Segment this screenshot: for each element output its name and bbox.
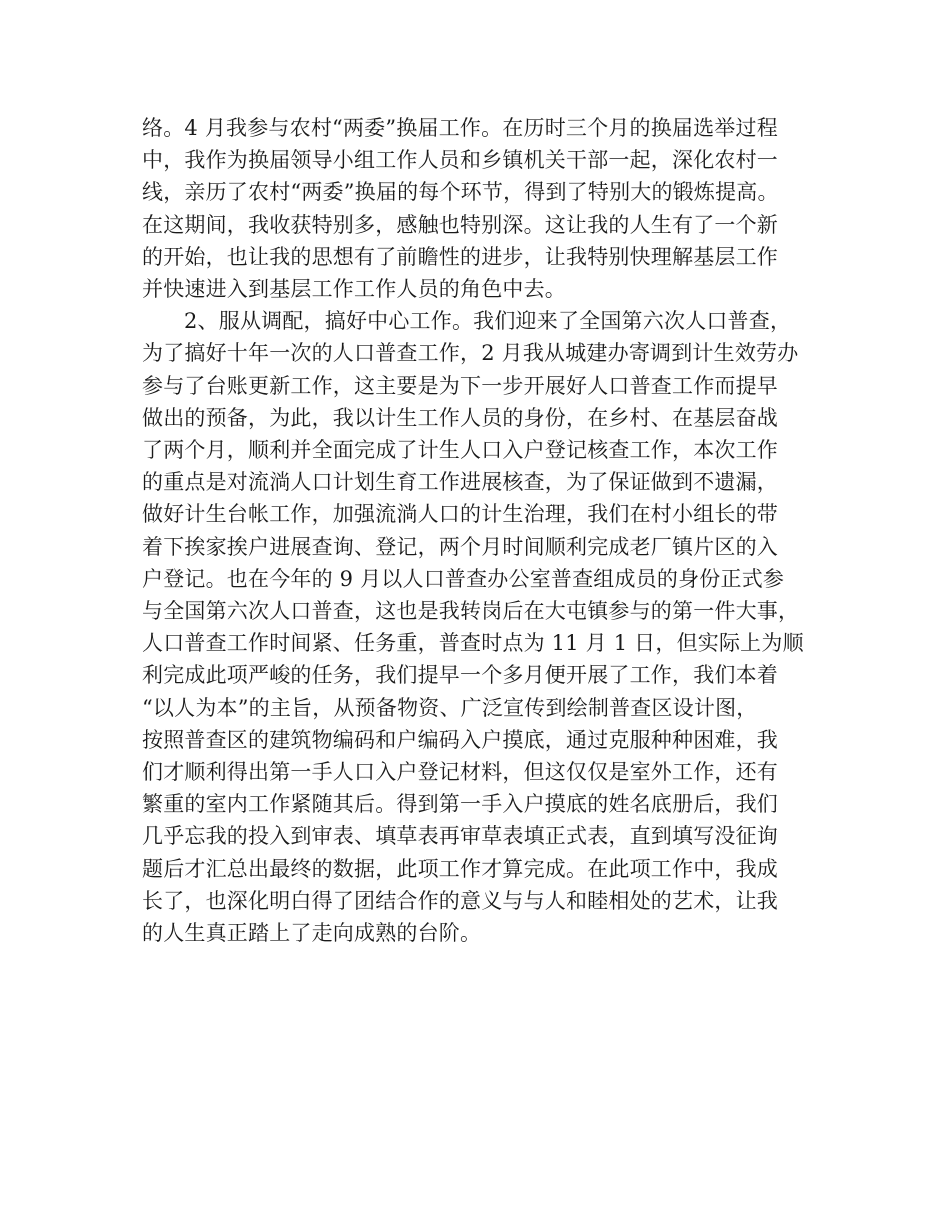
text-line: 题后才汇总出最终的数据，此项工作才算完成。在此项工作中，我成 <box>142 856 778 881</box>
text-line: 长了，也深化明白得了团结合作的意义与与人和睦相处的艺术，让我 <box>142 888 778 913</box>
text-line: 在这期间，我收获特别多，感触也特别深。这让我的人生有了一个新 <box>142 212 778 237</box>
document-body <box>142 112 812 949</box>
text-line: 几乎忘我的投入到审表、填草表再审草表填正式表，直到填写没征询 <box>142 824 778 849</box>
text-line: 做好计生台帐工作，加强流淌人口的计生治理，我们在村小组长的带 <box>142 502 778 527</box>
text-line: 户登记。也在今年的 9 月以人口普查办公室普查组成员的身份正式参 <box>142 566 785 591</box>
text-line: 们才顺利得出第一手人口入户登记材料，但这仅仅是室外工作，还有 <box>142 760 778 785</box>
text-line: 与全国第六次人口普查，这也是我转岗后在大屯镇参与的第一件大事， <box>142 599 800 624</box>
text-line: 线，亲历了农村“两委”换届的每个环节，得到了特别大的锻炼提高。 <box>142 180 779 205</box>
text-line: 按照普查区的建筑物编码和户编码入户摸底，通过克服种种困难，我 <box>142 727 778 752</box>
text-line: 繁重的室内工作紧随其后。得到第一手入户摸底的姓名底册后，我们 <box>142 792 778 817</box>
text-line: 的重点是对流淌人口计划生育工作进展核查，为了保证做到不遗漏， <box>142 470 778 495</box>
paragraph-start-line: 2、服从调配，搞好中心工作。我们迎来了全国第六次人口普查， <box>184 309 792 334</box>
text-line: 的开始，也让我的思想有了前瞻性的进步，让我特别快理解基层工作 <box>142 244 778 269</box>
text-line: 了两个月，顺利并全面完成了计生人口入户登记核查工作，本次工作 <box>142 438 778 463</box>
text-line: “以人为本”的主旨，从预备物资、广泛宣传到绘制普查区设计图， <box>142 695 758 720</box>
text-line: 着下挨家挨户进展查询、登记，两个月时间顺利完成老厂镇片区的入 <box>142 534 778 559</box>
text-line: 利完成此项严峻的任务，我们提早一个多月便开展了工作，我们本着 <box>142 663 778 688</box>
text-line: 人口普查工作时间紧、任务重，普查时点为 11 月 1 日，但实际上为顺 <box>142 631 804 656</box>
text-line: 参与了台账更新工作，这主要是为下一步开展好人口普查工作而提早 <box>142 373 778 398</box>
text-line: 络。4 月我参与农村“两委”换届工作。在历时三个月的换届选举过程 <box>142 116 778 140</box>
text-line: 的人生真正踏上了走向成熟的台阶。 <box>142 921 482 946</box>
text-line: 做出的预备，为此，我以计生工作人员的身份，在乡村、在基层奋战 <box>142 405 778 430</box>
text-line: 并快速进入到基层工作工作人员的角色中去。 <box>142 277 566 302</box>
text-line: 中，我作为换届领导小组工作人员和乡镇机关干部一起，深化农村一 <box>142 148 778 173</box>
text-line: 为了搞好十年一次的人口普查工作，2 月我从城建办寄调到计生效劳办 <box>142 341 799 366</box>
